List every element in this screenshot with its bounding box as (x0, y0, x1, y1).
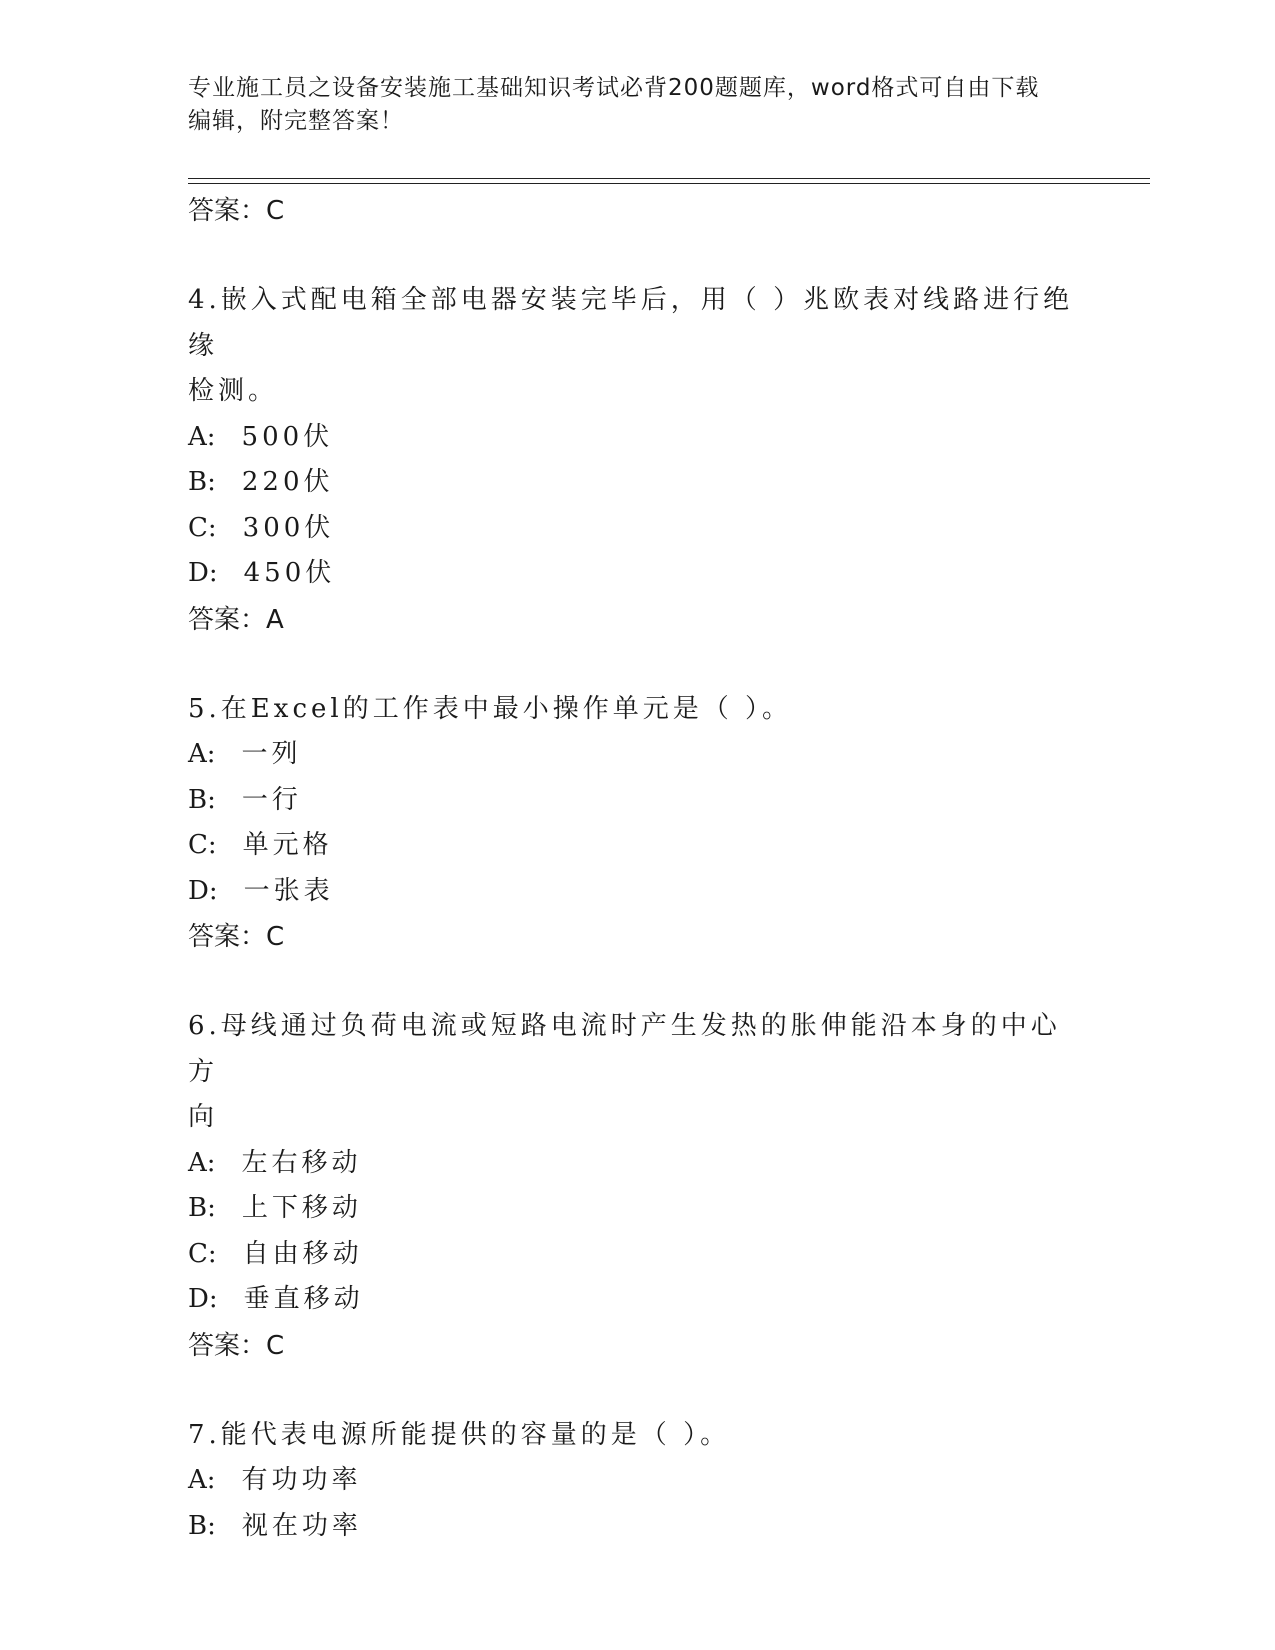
option-letter: C (188, 512, 208, 543)
option-letter: A (188, 1147, 207, 1178)
option-letter: C (188, 830, 208, 860)
question-5 (188, 687, 1088, 961)
option-letter: B (188, 784, 208, 815)
option-c: C: 300伏 (188, 512, 335, 543)
option-text: 单元格 (242, 830, 333, 860)
option-letter: D (188, 1284, 209, 1314)
option-c: C: 单元格 (188, 830, 333, 860)
option-text: 视在功率 (241, 1510, 362, 1541)
option-text: 有功功率 (241, 1465, 362, 1495)
question-stem-line: 7.能代表电源所能提供的容量的是（ ）。 (188, 1419, 731, 1450)
header-divider-top (188, 178, 1150, 179)
answer-line: 答案：C (188, 1330, 285, 1361)
question-stem (188, 1413, 1088, 1459)
header-title-line-2: 编辑，附完整答案！ (188, 108, 404, 134)
question-stem (188, 278, 1088, 415)
option-a: A: 左右移动 (188, 1147, 362, 1178)
header-title-line-1: 专业施工员之设备安装施工基础知识考试必背200题题库，word格式可自由下载 (188, 75, 1040, 101)
answer-line: 答案：C (188, 196, 285, 226)
question-7 (188, 1413, 1088, 1550)
question-stem-line: 检测。 (188, 376, 279, 406)
option-letter: D (188, 875, 209, 906)
question-stem-line: 6.母线通过负荷电流或短路电流时产生发热的胀伸能沿本身的中心方 (188, 1011, 1061, 1087)
option-text: 自由移动 (242, 1238, 363, 1269)
option-text: 一张表 (243, 875, 334, 906)
option-b: B: 视在功率 (188, 1510, 362, 1541)
option-d: D: 一张表 (188, 875, 334, 906)
option-text: 左右移动 (241, 1147, 362, 1178)
option-letter: A (188, 1465, 207, 1495)
option-b: B: 一行 (188, 784, 302, 815)
option-text: 一行 (241, 784, 302, 815)
question-stem-line: 向 (188, 1102, 219, 1132)
option-b: B: 上下移动 (188, 1193, 362, 1223)
option-letter: D (188, 558, 209, 588)
header-divider-bottom (188, 183, 1150, 184)
question-stem (188, 687, 1088, 733)
option-text: 500伏 (241, 421, 334, 452)
document-header (188, 72, 1088, 138)
option-a: A: 一列 (188, 739, 302, 769)
question-stem-line: 5.在Excel的工作表中最小操作单元是（ ）。 (188, 693, 792, 724)
option-letter: C (188, 1238, 208, 1269)
question-list (188, 188, 1088, 1549)
option-text: 上下移动 (241, 1193, 362, 1223)
question-stem-line: 4.嵌入式配电箱全部电器安装完毕后，用（ ）兆欧表对线路进行绝缘 (188, 285, 1074, 361)
option-text: 一列 (241, 739, 302, 769)
option-d: D: 450伏 (188, 558, 336, 588)
answer-line: 答案：C (188, 922, 285, 952)
option-letter: A (188, 739, 207, 769)
option-b: B: 220伏 (188, 467, 334, 497)
option-text: 450伏 (243, 558, 336, 588)
option-a: A: 500伏 (188, 421, 334, 452)
option-c: C: 自由移动 (188, 1238, 363, 1269)
option-letter: A (188, 421, 207, 452)
option-text: 300伏 (242, 512, 335, 543)
option-letter: B (188, 467, 208, 497)
question-stem (188, 1004, 1088, 1141)
question-4 (188, 278, 1088, 643)
option-letter: B (188, 1510, 208, 1541)
option-text: 垂直移动 (243, 1284, 364, 1314)
answer-line: 答案：A (188, 604, 284, 635)
option-letter: B (188, 1193, 208, 1223)
option-d: D: 垂直移动 (188, 1284, 364, 1314)
option-text: 220伏 (241, 467, 334, 497)
option-a: A: 有功功率 (188, 1465, 362, 1495)
question-6 (188, 1004, 1088, 1369)
